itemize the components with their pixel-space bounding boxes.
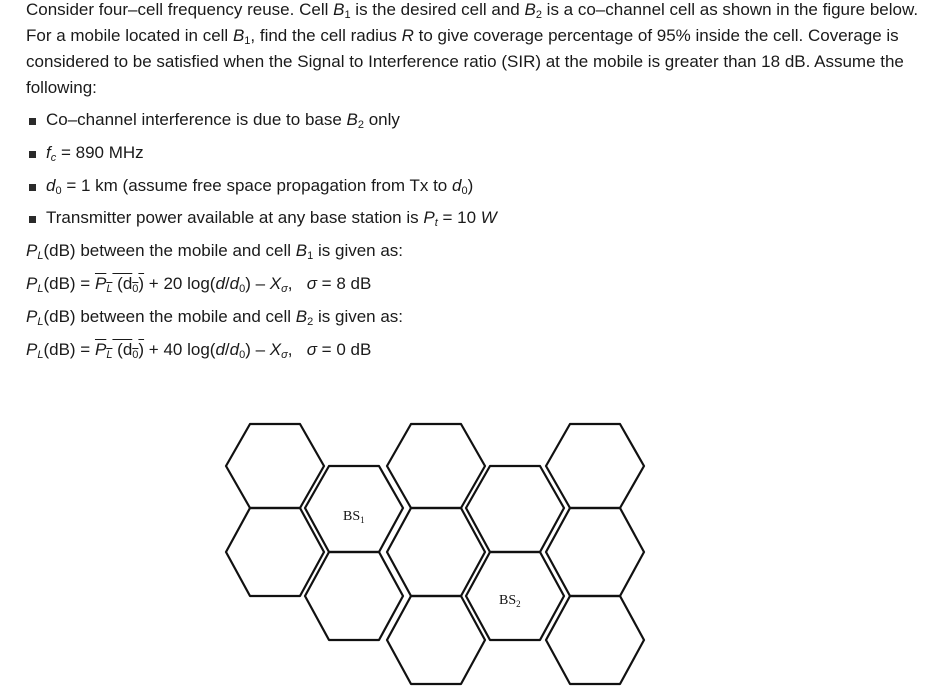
hex-cell [387, 424, 485, 508]
hex-cell [387, 508, 485, 596]
pathloss-equation-b1: $P_L(dB) = P_L$ $(d_0) + 20$ $\log(d/d_0) - X_\sigma$, σ = 8 dB [26, 274, 372, 295]
pathloss-desc-b2: $P_L(dB)$ between the mobile and cell $B_2$ is given as: [26, 307, 404, 328]
pathloss-equation-b2: $P_L(dB) = P_L$ $(d_0) + 40$ $\log(d/d_0) - X_\sigma$, σ = 0 dB [26, 340, 372, 361]
hex-cell [387, 596, 485, 684]
bs1-label: $BS_1$ [343, 509, 365, 525]
bullet-frequency: $f_c = 890$ MHz [46, 143, 144, 164]
hex-cell [546, 508, 644, 596]
bullet-transmit-power: Transmitter power available at any base station is $P_t = 10$ W [46, 208, 497, 229]
problem-paragraph: Consider four–cell frequency reuse. Cell $B_1$ is the desired cell and $B_2$ is a co–channel cell as shown in the figure below. For a mobile located in cell $B_1$, find the cell radius R to give coverage percentage of 95% inside the cell. Coverage is considered to be satisfied when the Signal to Interference ratio (SIR) at the mobile is greater than 18 dB. Assume the following: [26, 0, 919, 97]
bullet-interference: Co–channel interference is due to base $B_2$ only [46, 110, 400, 131]
hex-cell [226, 424, 324, 508]
pathloss-desc-b1: $P_L(dB)$ between the mobile and cell $B_1$ is given as: [26, 241, 404, 262]
hex-cell [305, 552, 403, 640]
bullet-reference-distance: $d_0 = 1$ km (assume free space propagation from Tx to $d_0$) [46, 176, 474, 197]
hex-cell [226, 508, 324, 596]
hex-cell [546, 596, 644, 684]
bs2-label: $BS_2$ [499, 593, 521, 609]
hex-cell [466, 466, 564, 552]
hex-cell [546, 424, 644, 508]
